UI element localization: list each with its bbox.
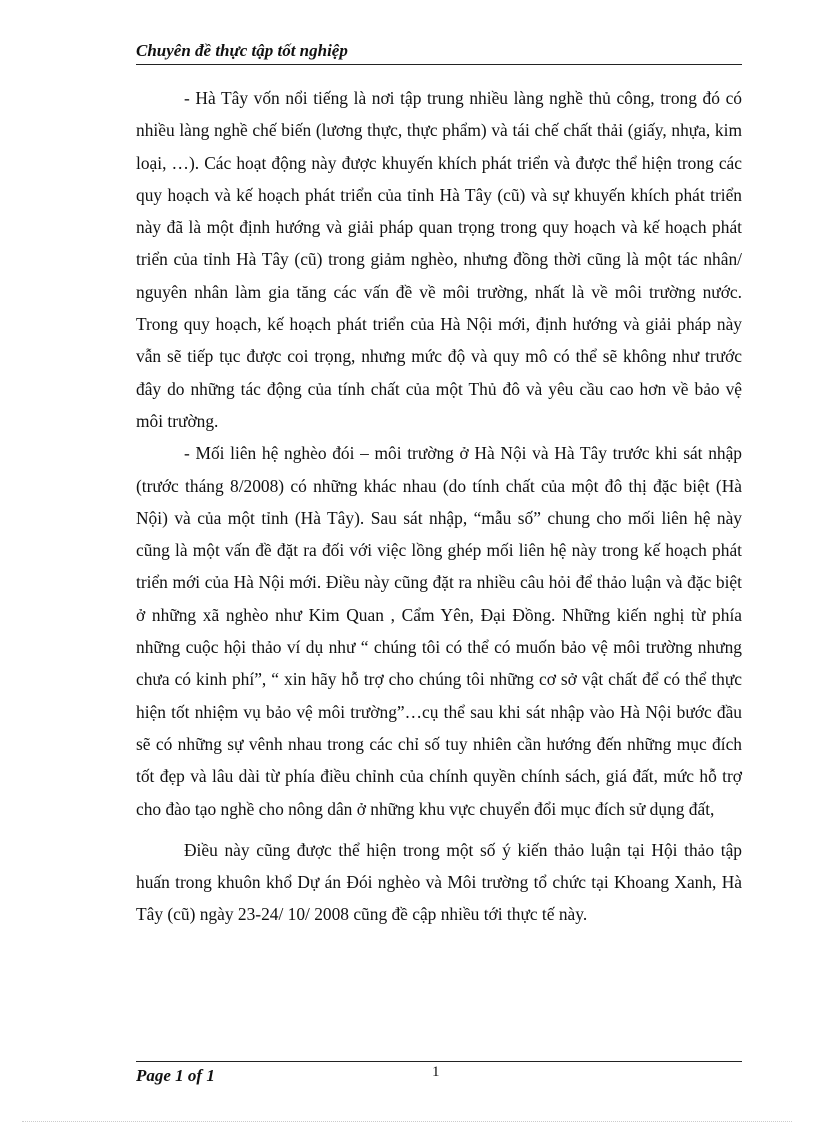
- paragraph-ha-tay-craft-villages: - Hà Tây vốn nổi tiếng là nơi tập trung nhiều làng nghề thủ công, trong đó có nhiều làng nghề chế biến (lương thực, thực phẩm) và tái chế chất thải (giấy, nhựa, kim loại, …). Các hoạt động này được khuyến khích phát triển và được thể hiện trong các quy hoạch và kế hoạch phát triển của tỉnh Hà Tây (cũ) và sự khuyến khích phát triển này đã là một định hướng và giải pháp quan trọng trong quy hoạch và kế hoạch phát triển của tỉnh Hà Tây (cũ) trong giảm nghèo, nhưng đồng thời cũng là một tác nhân/ nguyên nhân làm gia tăng các vấn đề về môi trường, nhất là về môi trường nước. Trong quy hoạch, kế hoạch phát triển của Hà Nội mới, định hướng và giải pháp này vẫn sẽ tiếp tục được coi trọng, nhưng mức độ và quy mô có thể sẽ không như trước đây do những tác động của tính chất của một Thủ đô và yêu cầu cao hơn về bảo vệ môi trường.: [136, 88, 742, 431]
- page-footer: [136, 1061, 742, 1092]
- paragraph-workshop-note: Điều này cũng được thể hiện trong một số ý kiến thảo luận tại Hội thảo tập huấn trong khuôn khổ Dự án Đói nghèo và Môi trường tổ chức tại Khoang Xanh, Hà Tây (cũ) ngày 23-24/ 10/ 2008 cũng đề cập nhiều tới thực tế này.: [136, 839, 742, 925]
- document-body: [136, 82, 742, 931]
- page-header: [136, 40, 742, 65]
- footer-page-number: 1: [432, 1064, 440, 1080]
- header-title: Chuyên đề thực tập tốt nghiệp: [136, 41, 348, 60]
- page-bottom-edge: [22, 1121, 792, 1122]
- paragraph-poverty-environment-link: - Mối liên hệ nghèo đói – môi trường ở Hà Nội và Hà Tây trước khi sát nhập (trước tháng 8/2008) có những khác nhau (do tính chất của một đô thị đặc biệt (Hà Nội) và của một tỉnh (Hà Tây). Sau sát nhập, “mẫu số” chung cho mối liên hệ này cũng là một vấn đề đặt ra đối với việc lồng ghép mối liên hệ này trong kế hoạch phát triển mới của Hà Nội mới. Điều này cũng đặt ra nhiều câu hỏi để thảo luận và đặc biệt ở những xã nghèo như Kim Quan , Cẩm Yên, Đại Đồng. Những kiến nghị từ phía những cuộc hội thảo ví dụ như “ chúng tôi có thể có muốn bảo vệ môi trường nhưng chưa có kinh phí”, “ xin hãy hỗ trợ cho chúng tôi những cơ sở vật chất để có thể thực hiện tốt nhiệm vụ bảo vệ môi trường”…cụ thể sau khi sát nhập vào Hà Nội bước đầu sẽ có những sự vênh nhau trong các chỉ số tuy nhiên cần hướng đến những mục đích tốt đẹp và lâu dài từ phía điều chỉnh của chính quyền chính sách, giá đất, mức hỗ trợ cho đào tạo nghề cho nông dân ở những khu vực chuyển đổi mục đích sử dụng đất,: [136, 443, 742, 819]
- footer-page-label: Page 1 of 1: [136, 1066, 215, 1085]
